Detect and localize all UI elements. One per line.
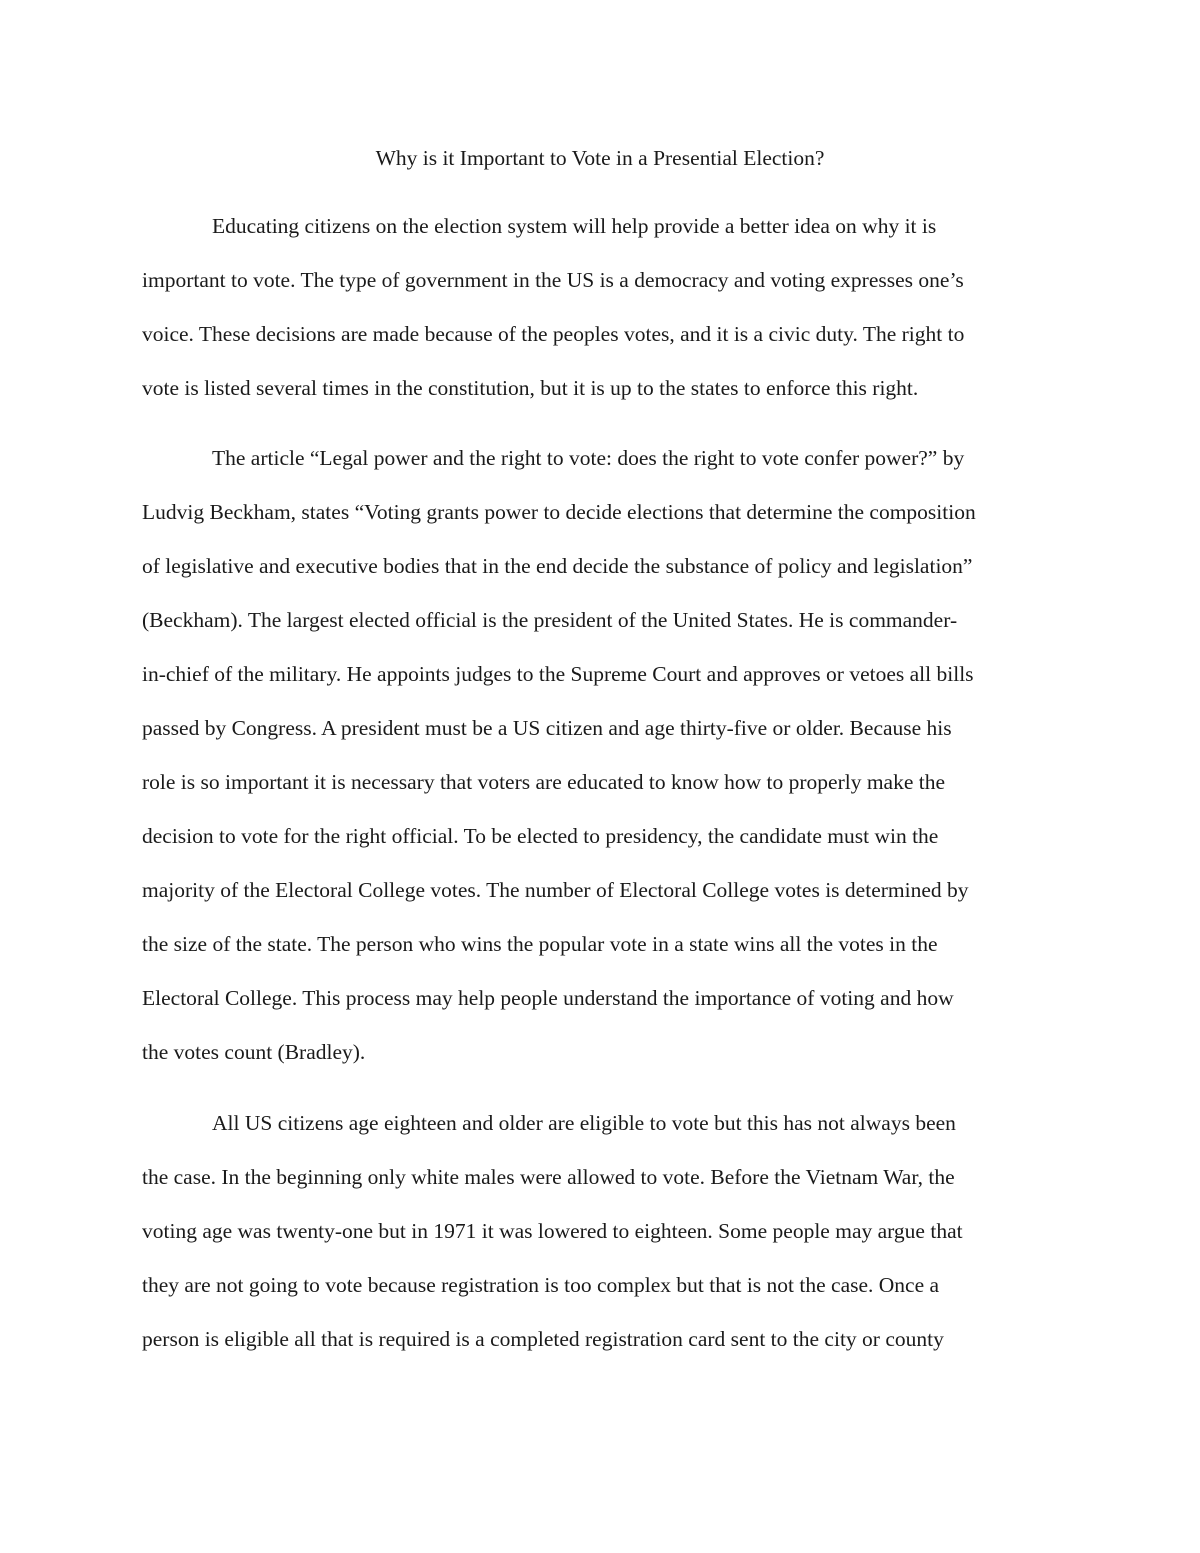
paragraph-3-line-4: they are not going to vote because registration is too complex but that is not the case. Once a	[142, 1273, 940, 1297]
paragraph-2-line-3: of legislative and executive bodies that in the end decide the substance of policy and legislation”	[142, 554, 973, 578]
paragraph-2-line-9: majority of the Electoral College votes. The number of Electoral College votes is determined by	[142, 878, 969, 902]
paragraph-3-line-3: voting age was twenty-one but in 1971 it was lowered to eighteen. Some people may argue that	[142, 1219, 963, 1243]
paragraph-1-line-2: important to vote. The type of government in the US is a democracy and voting expresses one’s	[142, 268, 964, 292]
paragraph-1-line-4: vote is listed several times in the constitution, but it is up to the states to enforce this right.	[142, 376, 919, 400]
paragraph-2-line-7: role is so important it is necessary that voters are educated to know how to properly make the	[142, 770, 946, 794]
paragraph-3-line-5: person is eligible all that is required is a completed registration card sent to the city or county	[142, 1327, 944, 1351]
paragraph-1-line-3: voice. These decisions are made because of the peoples votes, and it is a civic duty. The right to	[142, 322, 965, 346]
paragraph-2-line-2: Ludvig Beckham, states “Voting grants power to decide elections that determine the composition	[142, 500, 976, 524]
paragraph-3-line-1: All US citizens age eighteen and older are eligible to vote but this has not always been	[212, 1111, 956, 1135]
paragraph-2-line-1: The article “Legal power and the right to vote: does the right to vote confer power?” by	[212, 446, 965, 470]
paragraph-3-line-2: the case. In the beginning only white males were allowed to vote. Before the Vietnam War, the	[142, 1165, 955, 1189]
paragraph-2-line-12: the votes count (Bradley).	[142, 1040, 366, 1064]
paragraph-2-line-11: Electoral College. This process may help people understand the importance of voting and how	[142, 986, 954, 1010]
paragraph-2-line-5: in-chief of the military. He appoints judges to the Supreme Court and approves or vetoes all bills	[142, 662, 974, 686]
paragraph-2-line-4: (Beckham). The largest elected official is the president of the United States. He is commander-	[142, 608, 958, 632]
document-title: Why is it Important to Vote in a Presential Election?	[375, 146, 825, 170]
paragraph-2-line-6: passed by Congress. A president must be a US citizen and age thirty-five or older. Because his	[142, 716, 952, 740]
paragraph-2-line-8: decision to vote for the right official. To be elected to presidency, the candidate must win the	[142, 824, 939, 848]
paragraph-1-line-1: Educating citizens on the election system will help provide a better idea on why it is	[212, 214, 937, 238]
paragraph-2-line-10: the size of the state. The person who wins the popular vote in a state wins all the votes in the	[142, 932, 938, 956]
